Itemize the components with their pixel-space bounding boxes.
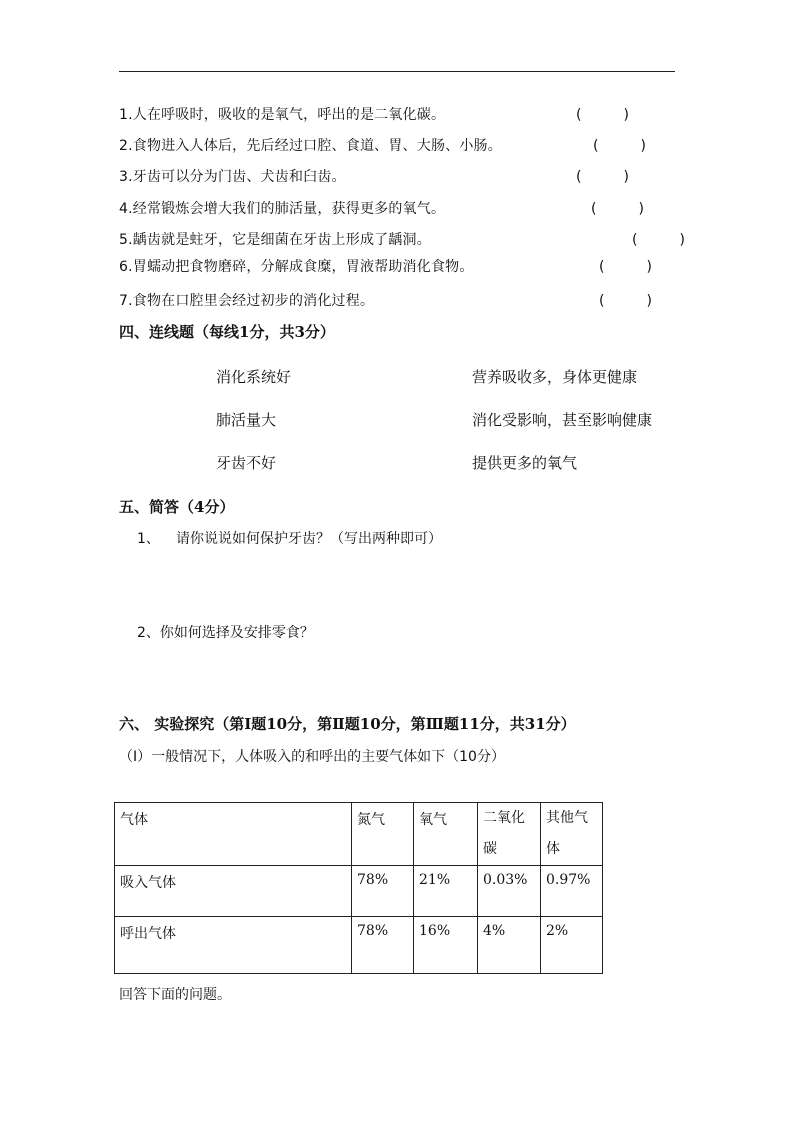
tf-item-5: 5.龋齿就是蛀牙，它是细菌在牙齿上形成了龋洞。: [119, 232, 431, 248]
tf-answer-5[interactable]: ( ): [632, 232, 685, 248]
tf-item-7: 7.食物在口腔里会经过初步的消化过程。: [119, 293, 375, 309]
tf-answer-4[interactable]: ( ): [591, 201, 644, 217]
table-cell: 16%: [414, 917, 478, 974]
experiment-heading: 六、 实验探究（第Ⅰ题10分，第Ⅱ题10分，第Ⅲ题11分，共31分）: [119, 715, 576, 733]
match-left-3[interactable]: 牙齿不好: [216, 454, 277, 472]
table-cell: 吸入气体: [115, 866, 352, 917]
table-header-cell: 二氧化碳: [478, 803, 541, 866]
table-cell: 21%: [414, 866, 478, 917]
table-row: [115, 917, 603, 974]
experiment-sub-heading: （Ⅰ）一般情况下，人体吸入的和呼出的主要气体如下（10分）: [119, 749, 505, 765]
short-answer-q1: 请你说说如何保护牙齿？（写出两种即可）: [176, 531, 442, 547]
tf-item-1: 1.人在呼吸时，吸收的是氧气，呼出的是二氧化碳。: [119, 107, 446, 123]
table-cell: 呼出气体: [115, 917, 352, 974]
table-header-cell: 氮气: [352, 803, 414, 866]
tf-answer-2[interactable]: ( ): [593, 138, 646, 154]
tf-answer-1[interactable]: ( ): [576, 107, 629, 123]
table-cell: 78%: [352, 866, 414, 917]
top-rule: [119, 71, 675, 72]
match-left-1[interactable]: 消化系统好: [216, 368, 292, 386]
table-header-cell: 氧气: [414, 803, 478, 866]
table-header-row: [115, 803, 603, 866]
table-header-cell: 气体: [115, 803, 352, 866]
gas-table: [114, 802, 603, 974]
table-cell: 78%: [352, 917, 414, 974]
tf-answer-7[interactable]: ( ): [599, 293, 652, 309]
table-cell: 0.03%: [478, 866, 541, 917]
table-header-cell: 其他气体: [541, 803, 603, 866]
match-left-2[interactable]: 肺活量大: [216, 411, 277, 429]
short-answer-q2: 2、你如何选择及安排零食？: [137, 625, 314, 641]
tf-item-3: 3.牙齿可以分为门齿、犬齿和臼齿。: [119, 169, 346, 185]
tf-item-2: 2.食物进入人体后，先后经过口腔、食道、胃、大肠、小肠。: [119, 138, 502, 154]
matching-heading: 四、连线题（每线1分，共3分）: [119, 323, 335, 341]
match-right-3[interactable]: 提供更多的氧气: [472, 454, 578, 472]
match-right-1[interactable]: 营养吸收多，身体更健康: [472, 368, 638, 386]
match-right-2[interactable]: 消化受影响，甚至影响健康: [472, 411, 653, 429]
tf-item-4: 4.经常锻炼会增大我们的肺活量，获得更多的氧气。: [119, 201, 446, 217]
short-answer-heading: 五、简答（4分）: [119, 498, 235, 516]
tf-answer-6[interactable]: ( ): [599, 259, 652, 275]
table-row: [115, 866, 603, 917]
experiment-footer: 回答下面的问题。: [119, 987, 231, 1003]
table-cell: 0.97%: [541, 866, 603, 917]
table-cell: 2%: [541, 917, 603, 974]
tf-item-6: 6.胃蠕动把食物磨碎，分解成食糜，胃液帮助消化食物。: [119, 259, 474, 275]
tf-answer-3[interactable]: ( ): [576, 169, 629, 185]
short-answer-q1-number: 1、: [137, 531, 160, 547]
table-cell: 4%: [478, 917, 541, 974]
